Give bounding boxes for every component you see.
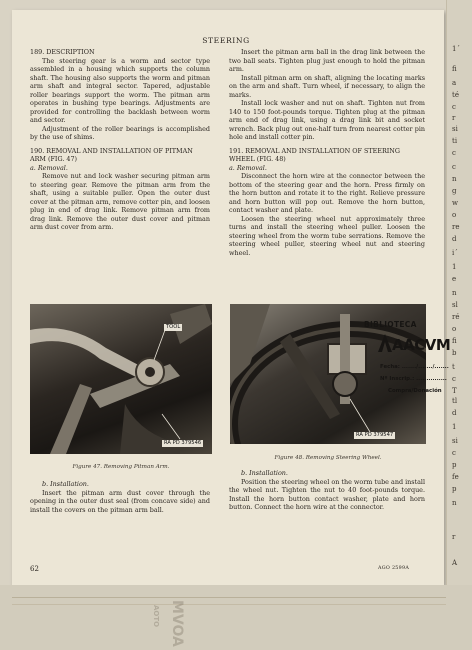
stamp-inscription-field: Nº Inscrip.: ............... [380,376,447,382]
stamp-date-field: Fecha: ......./......./....... [380,364,449,370]
running-header: STEERING [202,36,250,45]
page-fold-line [12,604,446,605]
adjacent-page-char: r [452,533,456,541]
adjacent-page-char: T [452,387,457,395]
bleed-through-text: MVOA [169,600,185,647]
subsection-heading: a. Removal. [30,163,68,172]
adjacent-page-edge [446,0,472,650]
tool-label: TOOL [166,324,181,330]
adjacent-page-char: p [452,461,457,469]
figure-47-caption: Figure 47. Removing Pitman Arm. [72,464,170,470]
pitman-arm-illustration [30,304,212,454]
adjacent-page-char: si [452,125,458,133]
figure-ref-code: RA PD 379547 [356,432,394,438]
adjacent-page-char: 1 [452,423,457,431]
adjacent-page-char: e [452,275,457,283]
adjacent-page-char: c [452,449,456,457]
right-column [229,48,425,257]
paragraph: Adjustment of the roller bearings is accomplished by the use of shims. [30,124,210,141]
bleed-through-text: AOTO [152,605,160,628]
adjacent-page-char: o [452,211,457,219]
page-fold-line [12,597,446,598]
adjacent-page-char: té [452,91,459,99]
adjacent-page-char: tl [452,397,458,405]
adjacent-page-char: o [452,325,457,333]
stamp-name: AACVM [392,336,451,354]
adjacent-page-char: fi [452,337,457,345]
adjacent-page-char: sl [452,301,458,309]
adjacent-page-char: i´ [452,249,458,257]
adjacent-page-char: 1 [452,263,457,271]
adjacent-page-char: c [452,103,456,111]
adjacent-page-char: b [452,349,457,357]
adjacent-page-char: g [452,187,457,195]
adjacent-page-char: ti [452,137,458,145]
section-heading: 190. REMOVAL AND INSTALLATION OF PITMAN ARM (FIG. 47) [30,146,193,163]
adjacent-page-char: n [452,175,457,183]
section-heading: 189. DESCRIPTION [30,48,95,56]
figure-47-photo [30,304,212,454]
scan-background [0,585,472,650]
adjacent-page-char: c [452,163,456,171]
paragraph: Install lock washer and nut on shaft. Tighten nut from 140 to 150 foot-pounds torque. Tighten plug at the pitman arm end of drag link, using a drag link bit and socket wrench. Back plug out one-half turn from nearest cotter pin hole and install cotter pin. [229,99,425,141]
adjacent-page-char: a [452,79,457,87]
subsection-heading: b. Installation. [241,469,288,477]
adjacent-page-char: t [452,363,455,371]
adjacent-page-char: n [452,499,457,507]
installation-section-left [30,480,210,514]
left-column [30,48,210,232]
document-code: AGO 2599A [378,566,410,571]
paragraph: Disconnect the horn wire at the connector between the bottom of the steering gear and the horn. Press firmly on the horn button and rotate it to the right. Relieve pressure and horn button will pop out. Remove the horn button, contact washer and plate. [229,172,425,214]
adjacent-page-char: d [452,235,457,243]
adjacent-page-char: 1´ [452,45,460,53]
subsection-heading: b. Installation. [42,480,89,488]
stamp-logo-icon [378,334,392,352]
adjacent-page-char: r [452,114,456,122]
library-stamp [356,320,451,412]
adjacent-page-char: d [452,409,457,417]
adjacent-page-char: w [452,199,458,207]
paragraph: Position the steering wheel on the worm tube and install the wheel nut. Tighten the nut to 40 foot-pounds torque. Install the horn button contact washer, plate and horn button. Connect the horn wire at the connector. [229,477,425,511]
paragraph: The steering gear is a worm and sector type assembled in a housing which supports the column shaft. The housing also supports the worm and pitman arm shaft and integral sector. Tapered, adjustable roller bearings support the worm. The pitman arm operates in bushing type bearings. Adjustments are provided for controlling the backlash between worm and sector. [30,56,210,124]
subsection-heading: a. Removal. [229,163,267,172]
adjacent-page-char: c [452,149,456,157]
adjacent-page-char: fi [452,65,457,73]
stamp-acquisition-field: Compra/Donación [388,388,442,394]
page-number: 62 [30,565,39,573]
adjacent-page-char: re [452,223,460,231]
adjacent-page-char: fe [452,473,459,481]
adjacent-page-char: ré [452,313,460,321]
paragraph: Install pitman arm on shaft, aligning the locating marks on the arm and shaft. Turn wheel, if necessary, to align the marks. [229,73,425,99]
section-heading: 191. REMOVAL AND INSTALLATION OF STEERING WHEEL (FIG. 48) [229,146,400,163]
installation-section-right [229,469,425,512]
adjacent-page-char: n [452,289,457,297]
paragraph: Insert the pitman arm dust cover through the opening in the outer dust seal (from concave side) and install the covers on the pitman arm ball. [30,488,210,514]
adjacent-page-char: A [452,559,458,567]
adjacent-page-char: si [452,437,458,445]
paragraph: Loosen the steering wheel nut approximately three turns and install the steering wheel puller. Loosen the steering wheel from the worm tube serrations. Remove the steering wheel puller, steering wheel nut and steering wheel. [229,214,425,257]
adjacent-page-char: p [452,485,457,493]
paragraph: Remove nut and lock washer securing pitman arm to steering gear. Remove the pitman arm from the shaft, using a suitable puller. Open the outer dust cover at the pitman arm, remove cotter pin, and loosen plug in end of drag link. Remove pitman arm from drag link. Remove the outer dust cover and pitman arm dust cover from arm. [30,172,210,231]
figure-48-caption: Figure 48. Removing Steering Wheel. [274,455,382,461]
adjacent-page-char: c [452,375,456,383]
paragraph: Insert the pitman arm ball in the drag link between the two ball seats. Tighten plug just enough to hold the pitman arm. [229,48,425,73]
stamp-library-label: BIBLIOTECA [364,320,417,329]
figure-ref-code: RA PD 379546 [164,440,202,446]
